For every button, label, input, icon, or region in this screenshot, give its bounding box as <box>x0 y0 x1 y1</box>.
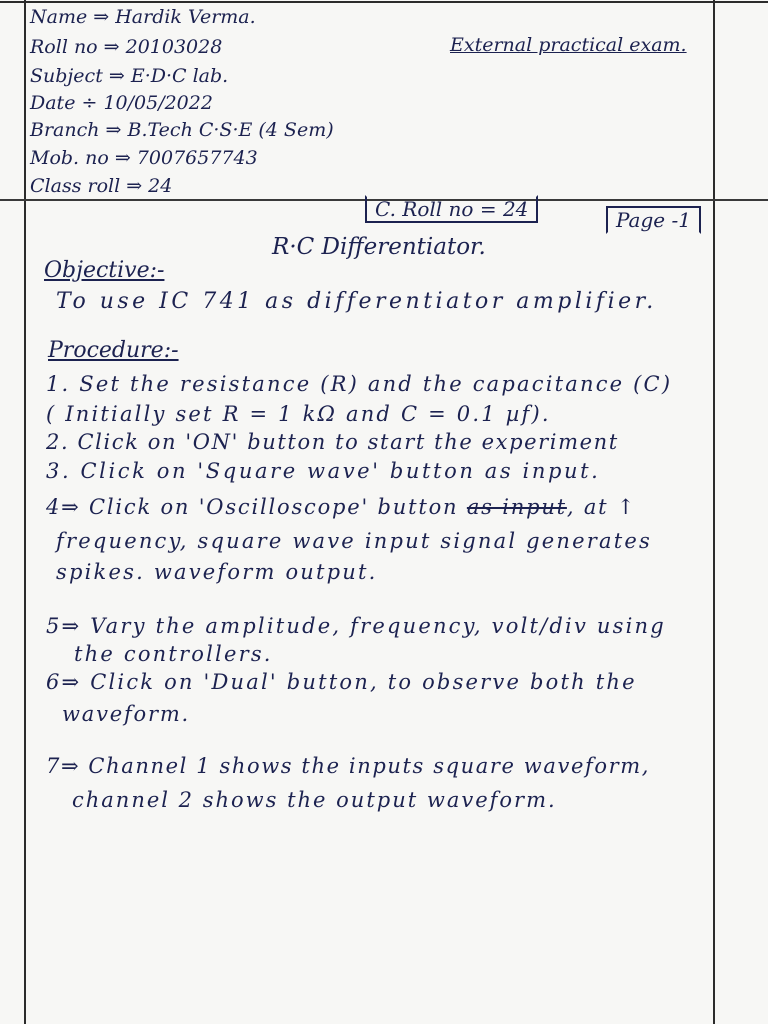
procedure-line: 5⇒ Vary the amplitude, frequency, volt/div using <box>46 614 666 638</box>
subject: Subject ⇒ E·D·C lab. <box>30 65 229 87</box>
student-name: Name ⇒ Hardik Verma. <box>30 6 256 28</box>
branch: Branch ⇒ B.Tech C·S·E (4 Sem) <box>30 119 334 141</box>
exam-title: External practical exam. <box>450 34 687 56</box>
objective-heading: Objective:- <box>44 258 165 283</box>
procedure-line: the controllers. <box>74 642 273 666</box>
right-margin-line <box>713 0 715 1024</box>
procedure-line: channel 2 shows the output waveform. <box>72 788 557 812</box>
mobile-number: Mob. no ⇒ 7007657743 <box>30 147 258 169</box>
procedure-line: frequency, square wave input signal generates <box>56 529 652 553</box>
procedure-line: 7⇒ Channel 1 shows the inputs square waveform, <box>46 754 651 778</box>
procedure-heading: Procedure:- <box>48 338 179 363</box>
class-roll: Class roll ⇒ 24 <box>30 175 173 197</box>
procedure-line: 2. Click on 'ON' button to start the experiment <box>46 430 619 454</box>
procedure-line: ( Initially set R = 1 kΩ and C = 0.1 µf). <box>46 402 551 426</box>
date: Date ÷ 10/05/2022 <box>30 92 213 114</box>
left-margin-line <box>24 0 26 1024</box>
procedure-line <box>46 497 636 518</box>
roll-number: Roll no ⇒ 20103028 <box>30 36 223 58</box>
struck-out-text: as input <box>466 495 567 519</box>
objective-text: To use IC 741 as differentiator amplifier. <box>56 289 657 314</box>
procedure-line: 1. Set the resistance (R) and the capacitance (C) <box>46 372 673 396</box>
class-roll-box: C. Roll no = 24 <box>365 195 538 223</box>
page-title: R·C Differentiator. <box>272 234 486 260</box>
procedure-line: 6⇒ Click on 'Dual' button, to observe both the <box>46 670 637 694</box>
procedure-line: spikes. waveform output. <box>56 560 378 584</box>
procedure-line-part: 4⇒ Click on 'Oscilloscope' button <box>46 495 459 519</box>
procedure-line: 3. Click on 'Square wave' button as input. <box>46 459 601 483</box>
top-rule <box>0 1 768 3</box>
procedure-line: waveform. <box>62 702 191 726</box>
page-number-box: Page -1 <box>606 206 701 234</box>
procedure-line-part: , at ↑ <box>566 495 637 519</box>
